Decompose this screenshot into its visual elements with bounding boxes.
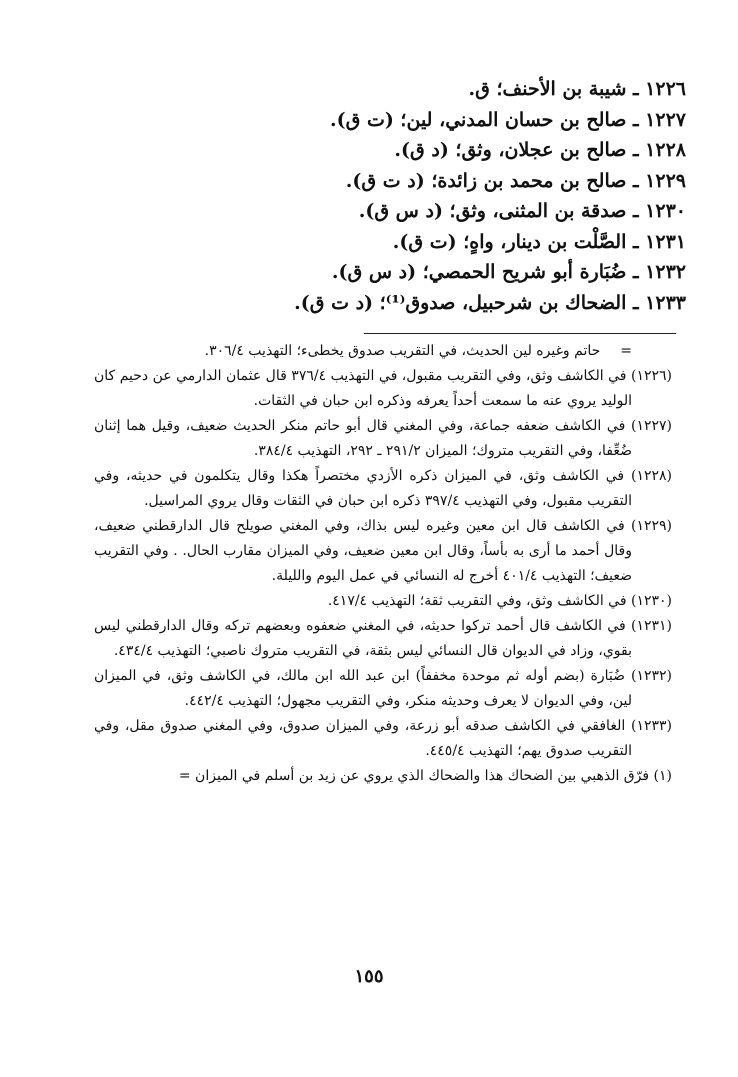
footnote: (١٢٢٩) في الكاشف قال ابن معين وغيره ليس بذاك، وفي المغني صويلح قال الدارقطني ضعيف، وقال أحمد ما أرى به بأساً، وقال ابن معين ضعيف، وفي الميزان مقارب الحال. . وفي التقريب ضعيف؛ التهذيب ٤٠١/٤ أخرج له النسائي في عمل اليوم والليلة. (94, 518, 672, 584)
footnote-continuation (94, 339, 672, 364)
footnote-list (94, 339, 672, 789)
footnote: (١٢٣٣) الغافقي في الكاشف صدقه أبو زرعة، وفي الميزان صدوق، وفي المغني صدوق مقل، وفي التقريب صدوق يهم؛ التهذيب ٤٤٥/٤. (94, 718, 672, 759)
narrator-entry: ١٢٢٨ ـ صالح بن عجلان، وثق؛ (د ق). (394, 139, 686, 161)
continuation-mark: = (620, 343, 632, 359)
narrator-entry: ١٢٢٦ ـ شيبة بن الأحنف؛ ق. (468, 78, 686, 100)
footnote-continuation-text: حاتم وغيره لين الحديث، في التقريب صدوق يخطىء؛ التهذيب ٣٠٦/٤. (204, 343, 601, 359)
page-number: ١٥٥ (354, 966, 384, 987)
footnote: (١٢٢٧) في الكاشف ضعفه جماعة، وفي المغني قال أبو حاتم منكر الحديث ضعيف، وقيل هما إثنان ضُعِّفا، وفي التقريب متروك؛ الميزان ٢٩١/٢ ـ ٢٩٢، التهذيب ٣٨٤/٤. (94, 418, 672, 459)
footnote: (١٢٣١) في الكاشف قال أحمد تركوا حديثه، في المغني ضعفوه وبعضهم تركه وقال الدارقطني ليس بقوي، وزاد في الديوان قال النسائي ليس بثقة، في التقريب متروك ناصبي؛ التهذيب ٤٣٤/٤. (94, 618, 672, 659)
narrator-entry-list (126, 74, 686, 318)
footnote: (١٢٣٠) في الكاشف وثق، وفي التقريب ثقة؛ التهذيب ٤١٧/٤. (327, 593, 672, 609)
narrator-entry: ١٢٣١ ـ الصَّلْت بن دينار، واهٍ؛ (ت ق). (392, 230, 686, 253)
footnote: (١٢٢٨) في الكاشف وثق، في الميزان ذكره الأزدي مختصراً هكذا وقال يتكلمون في حديثه، وفي التقريب مقبول، وفي التهذيب ٣٩٧/٤ ذكره ابن حبان في الثقات وقال يروي المراسيل. (94, 468, 672, 509)
footnote: (١٢٣٢) ضُبَارة (بضم أوله ثم موحدة مخففاً) ابن عبد الله ابن مالك، في الكاشف وثق، في الميزان لين، وفي الديوان لا يعرف وحديثه منكر، وفي التقريب مجهول؛ التهذيب ٤٤٢/٤. (94, 668, 672, 709)
footnote-separator-rule (364, 333, 676, 334)
footnote: (١) فرّق الذهبي بين الضحاك هذا والضحاك الذي يروي عن زيد بن أسلم في الميزان = (178, 768, 672, 784)
narrator-entry: ١٢٣٣ ـ الضحاك بن شرحبيل، صدوق⁽¹⁾؛ (د ت ق). (294, 291, 686, 314)
narrator-entry: ١٢٢٧ ـ صالح بن حسان المدني، لين؛ (ت ق). (329, 108, 686, 131)
narrator-entry: ١٢٣٢ ـ ضُبَارة أبو شريح الحمصي؛ (د س ق). (331, 261, 686, 283)
footnote: (١٢٢٦) في الكاشف وثق، وفي التقريب مقبول، في التهذيب ٣٧٦/٤ قال عثمان الدارمي عن دحيم كان الوليد يروي عنه ما سمعت أحداً يعرفه وذكره ابن حبان في الثقات. (94, 368, 673, 409)
narrator-entry: ١٢٣٠ ـ صدقة بن المثنى، وثق؛ (د س ق). (358, 200, 686, 222)
narrator-entry: ١٢٢٩ ـ صالح بن محمد بن زائدة؛ (د ت ق). (345, 169, 686, 192)
